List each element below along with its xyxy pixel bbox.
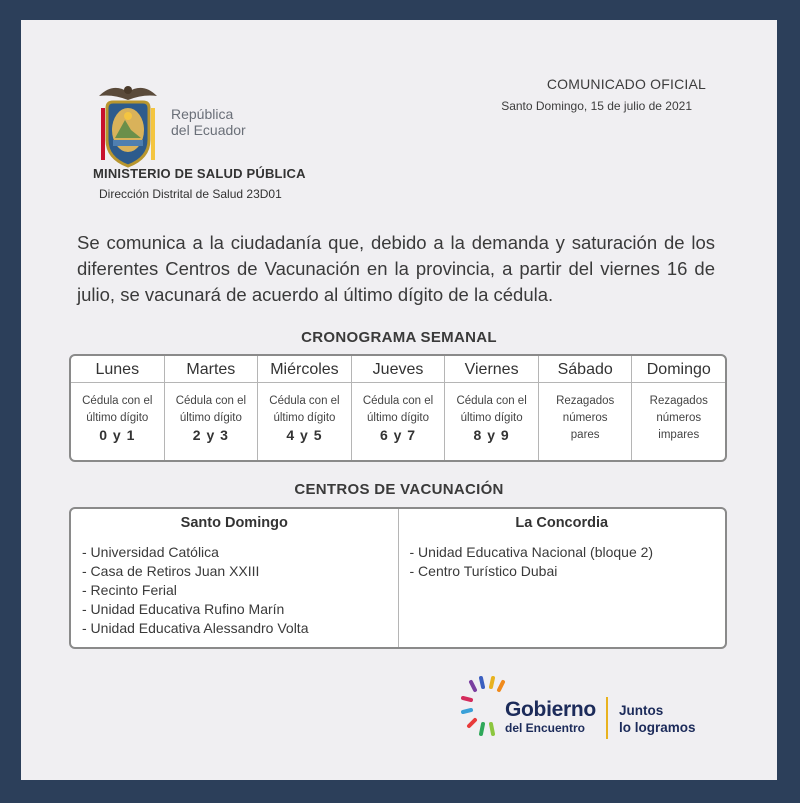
center-item: - Centro Turístico Dubai xyxy=(409,563,558,579)
schedule-day-3 xyxy=(352,356,446,460)
day-name: Domingo xyxy=(632,356,725,383)
schedule-day-4 xyxy=(445,356,539,460)
centers-column-1 xyxy=(399,509,726,647)
day-rule-line3: pares xyxy=(570,429,600,441)
day-rule xyxy=(445,383,538,460)
center-list xyxy=(71,543,398,638)
day-name: Sábado xyxy=(539,356,632,383)
juntos-slogan xyxy=(619,702,696,736)
schedule-day-5 xyxy=(539,356,633,460)
communique-card xyxy=(21,20,777,780)
center-item: - Recinto Ferial xyxy=(82,582,177,598)
day-rule xyxy=(539,383,632,460)
day-rule-line2: último dígito xyxy=(86,412,149,424)
city-name: Santo Domingo xyxy=(180,515,288,531)
center-item: - Unidad Educativa Nacional (bloque 2) xyxy=(409,544,654,560)
schedule-day-6 xyxy=(632,356,725,460)
day-rule xyxy=(352,383,445,460)
day-rule-line2: último dígito xyxy=(179,412,242,424)
day-rule xyxy=(165,383,258,460)
gobierno-text: Gobierno xyxy=(505,698,596,721)
day-rule xyxy=(632,383,725,460)
day-rule-line3: 0 y 1 xyxy=(99,427,136,443)
city-name: La Concordia xyxy=(515,515,609,531)
day-rule-line1: Cédula con el xyxy=(82,395,153,407)
day-rule-line3: 4 y 5 xyxy=(286,427,323,443)
district-office: Dirección Distrital de Salud 23D01 xyxy=(99,187,282,201)
ecuador-coat-of-arms-icon xyxy=(93,78,163,174)
center-item: - Casa de Retiros Juan XXIII xyxy=(82,563,260,579)
day-rule-line1: Cédula con el xyxy=(362,395,434,407)
day-rule-line2: último dígito xyxy=(367,412,430,424)
day-rule-line2: último dígito xyxy=(460,412,523,424)
center-list xyxy=(399,543,726,581)
day-rule-line3: 6 y 7 xyxy=(379,427,417,443)
day-rule-line3: 8 y 9 xyxy=(473,427,510,443)
day-rule-line3: 2 y 3 xyxy=(192,427,229,443)
ministry-name: MINISTERIO DE SALUD PÚBLICA xyxy=(93,166,306,181)
republica-line1: República xyxy=(171,106,234,122)
schedule-day-1 xyxy=(165,356,259,460)
day-rule-line2: números xyxy=(562,412,608,424)
juntos-line2: lo logramos xyxy=(619,720,696,735)
day-rule-line1: Rezagados xyxy=(556,395,615,407)
day-name: Jueves xyxy=(352,356,445,383)
day-rule-line2: números xyxy=(656,412,702,424)
day-rule-line1: Rezagados xyxy=(649,395,708,407)
day-name: Miércoles xyxy=(258,356,351,383)
centers-table xyxy=(69,507,727,649)
logo-divider xyxy=(606,697,608,739)
schedule-table xyxy=(69,354,727,462)
centers-title: CENTROS DE VACUNACIÓN xyxy=(294,481,504,498)
day-rule xyxy=(71,383,164,460)
day-rule-line3: impares xyxy=(658,429,700,441)
day-rule-line2: último dígito xyxy=(273,412,336,424)
center-item: - Unidad Educativa Alessandro Volta xyxy=(82,620,309,636)
day-name: Martes xyxy=(165,356,258,383)
day-rule xyxy=(258,383,351,460)
day-rule-line1: Cédula con el xyxy=(175,395,247,407)
republica-line2: del Ecuador xyxy=(171,122,246,138)
day-rule-line1: Cédula con el xyxy=(269,395,340,407)
comunicado-title: COMUNICADO OFICIAL xyxy=(546,76,706,92)
center-item: - Unidad Educativa Rufino Marín xyxy=(82,601,285,617)
day-rule-line1: Cédula con el xyxy=(456,395,527,407)
day-name: Lunes xyxy=(71,356,164,383)
center-item: - Universidad Católica xyxy=(82,544,219,560)
juntos-line1: Juntos xyxy=(619,703,664,718)
schedule-day-0 xyxy=(71,356,165,460)
republica-label xyxy=(171,106,246,138)
schedule-title: CRONOGRAMA SEMANAL xyxy=(301,329,497,346)
encuentro-text: del Encuentro xyxy=(505,721,586,735)
day-name: Viernes xyxy=(445,356,538,383)
schedule-day-2 xyxy=(258,356,352,460)
centers-column-0 xyxy=(71,509,399,647)
date-place: Santo Domingo, 15 de julio de 2021 xyxy=(501,99,692,113)
intro-paragraph: Se comunica a la ciudadanía que, debido a la demanda y saturación de los diferentes Centros de Vacunación en la provincia, a partir del viernes 16 de julio, se vacunará de acuerdo al último dígito de la cédula. xyxy=(77,232,715,305)
